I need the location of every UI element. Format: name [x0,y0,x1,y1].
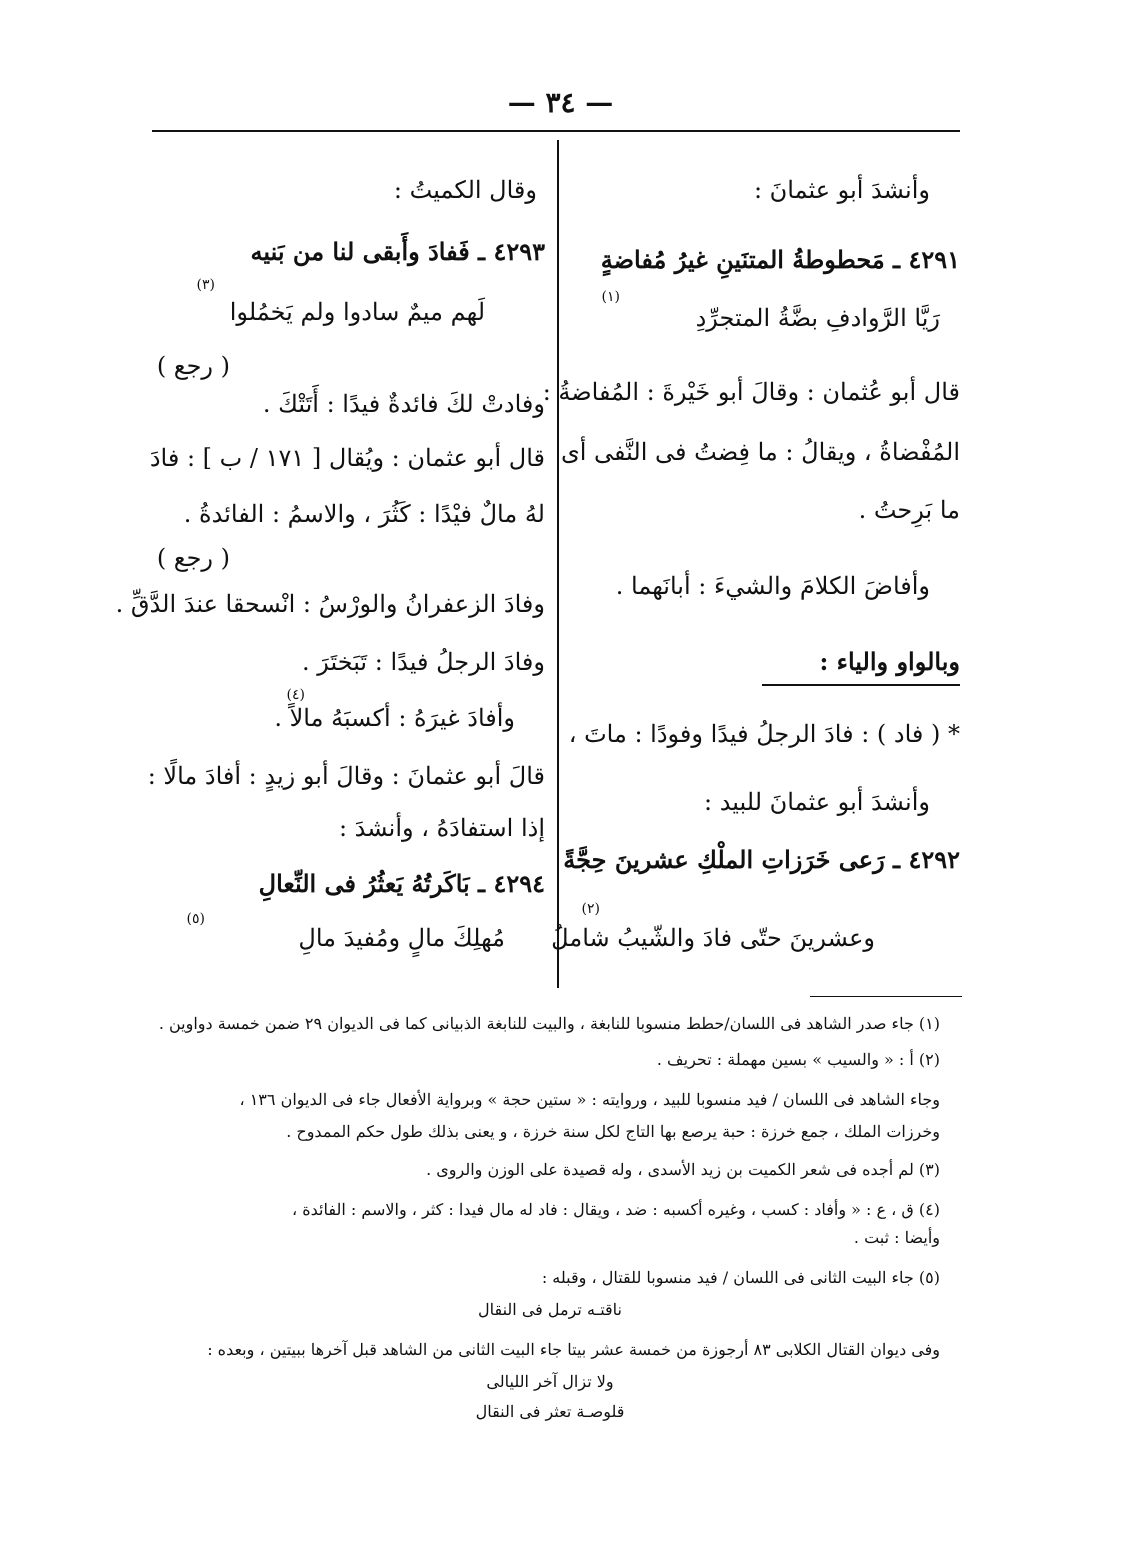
heading-underline [762,684,960,686]
footnote-line: (٢) أ : « والسيب » بسين مهملة : تحريف . [656,1050,940,1069]
footnote-rule [810,996,962,997]
footnote-line: (٣) لم أجده فى شعر الكميت بن زيد الأسدى ، وله قصيدة على الوزن والروى . [426,1160,940,1179]
footnote-marker: (١) [601,289,620,305]
footnote-line: (٥) جاء البيت الثانى فى اللسان / فيد منسوبا للقتال ، وقبله : [541,1268,940,1287]
text-line: وقال الكميتُ : [393,176,537,204]
verse-line: ٤٢٩٣ ـ فَفادَ وأَبقى لنا من بَنيه [250,237,545,266]
text-line: وأنشدَ أبو عثمانَ : [753,176,930,204]
text-line: قال أبو عثمان : ويُقال [ ١٧١ / ب ] : فادَ [149,444,545,472]
column-divider [557,140,559,988]
footnote-line: (٤) ق ، ع : « وأفاد : كسب ، وغيره أكسبه : ضد ، ويقال : فاد له مال فيدا : كثر ، والاسم : الفائدة ، [291,1200,940,1219]
footnote-line: وخرزات الملك ، جمع خرزة : حبة يرصع بها التاج لكل سنة خرزة ، و يعنى بذلك طول حكم الممدوح . [286,1122,940,1141]
text-line: قالَ أبو عثمانَ : وقالَ أبو زيدٍ : أفادَ مالًا : [147,762,545,790]
page-number: — ٣٤ — [507,86,614,119]
entry-line: * ( فاد ) : فادَ الرجلُ فيدًا وفودًا : ماتَ ، [568,720,960,748]
footnote-marker: (٣) [196,277,215,293]
footnote-marker: (٢) [581,901,600,917]
footnote-verse: قلوصـة تعثر فى النقال [475,1402,625,1421]
text-line: إذا استفادَهُ ، وأنشدَ : [338,814,545,842]
text-line: قال أبو عُثمان : وقالَ أبو خَيْرةَ : المُفاضةُ : [542,378,960,406]
text-line: وفادتْ لكَ فائدةٌ فيدًا : أَتَتْكَ . [262,390,545,418]
verse-line: رَيَّا الرَّوادفِ بضَّةُ المتجرِّدِ [695,304,940,332]
verse-line: وعشرينَ حتّى فادَ والشّيبُ شاملُ [551,924,875,952]
return-marker: ( رجع ) [156,544,230,572]
footnote-line: وجاء الشاهد فى اللسان / فيد منسوبا للبيد ، وروايته : « ستين حجة » وبرواية الأفعال جاء فى الديوان ١٣٦ ، [239,1090,940,1109]
footnote-line: (١) جاء صدر الشاهد فى اللسان/حطط منسوبا للنابغة ، والبيت للنابغة الذبيانى كما فى الديوان ٢٩ ضمن خمسة دواوين . [158,1014,940,1033]
verse-line: ٤٢٩٢ ـ رَعى خَرَزاتِ الملْكِ عشرينَ حِجَّةً [563,845,960,874]
text-line: وأنشدَ أبو عثمانَ للبيد : [703,788,930,816]
footnote-verse: ولا تزال آخر الليالى [486,1372,614,1391]
text-line: المُفْضاةُ ، ويقالُ : ما فِضتُ فى النَّفى أى [560,438,960,466]
text-line: وأفاضَ الكلامَ والشيءَ : أبانَهما . [615,572,930,600]
verse-line: ٤٢٩١ ـ مَحطوطةُ المتنَينِ غيرُ مُفاضةٍ [600,245,960,274]
verse-line: لَهم ميمٌ سادوا ولم يَخمُلوا [229,298,485,326]
verse-line: ٤٢٩٤ ـ بَاكَرتُهُ يَعثُرُ فى النِّعالِ [258,869,545,898]
text-line: وأفادَ غيرَهُ : أكسبَهُ مالاً . [274,704,515,732]
text-line: وفادَ الرجلُ فيدًا : تَبَختَرَ . [301,648,545,676]
text-line: لهُ مالٌ فيْدًا : كَثُرَ ، والاسمُ : الفائدةُ . [183,500,545,528]
footnote-line: وفى ديوان القتال الكلابى ٨٣ أرجوزة من خمسة عشر بيتا جاء البيت الثانى من الشاهد قبل آخرها ببيتين ، وبعده : [207,1340,940,1359]
return-marker: ( رجع ) [156,352,230,380]
footnote-line: وأيضا : ثبت . [853,1228,940,1247]
footnote-marker: (٥) [186,911,205,927]
header-rule [152,130,960,132]
text-line: ما بَرِحتُ . [858,496,960,524]
text-line: وفادَ الزعفرانُ والورْسُ : انْسحقا عندَ الدَّقِّ . [115,590,545,618]
verse-line: مُهلِكَ مالٍ ومُفيدَ مالِ [298,924,505,952]
footnote-marker: (٤) [286,687,305,703]
section-heading: وبالواو والياء : [819,647,960,676]
footnote-verse: ناقتـه ترمل فى النقال [477,1300,623,1319]
